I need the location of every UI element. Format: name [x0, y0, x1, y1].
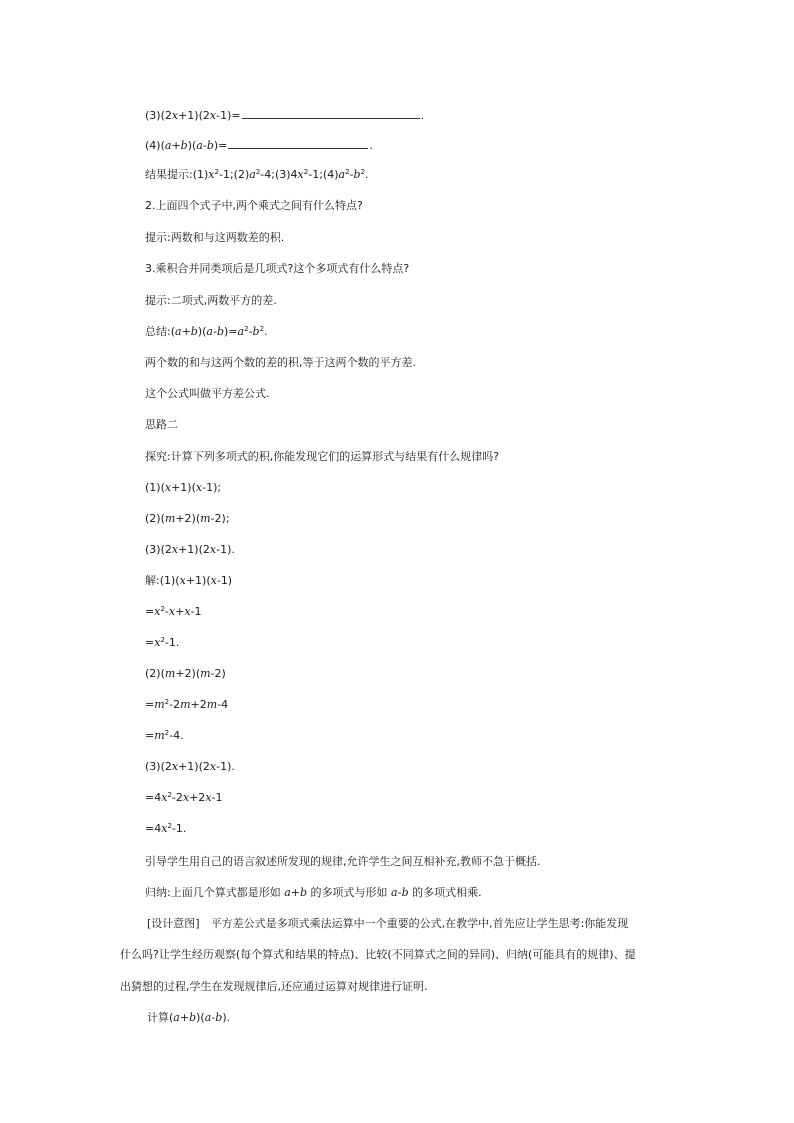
text-run: -	[164, 605, 169, 618]
math-variable: x	[205, 791, 212, 804]
text-run: 3.乘积合并同类项后是几项式?这个多项式有什么特点?	[145, 262, 410, 275]
exponent: 2	[345, 168, 350, 176]
math-variable: a	[206, 325, 213, 338]
math-variable: b	[353, 168, 361, 181]
text-run: (3)(2	[145, 109, 172, 122]
math-variable: m	[200, 667, 211, 680]
text-run: -	[212, 325, 217, 338]
math-variable: x	[210, 574, 217, 587]
math-variable: m	[154, 729, 165, 742]
text-run: +2)(	[175, 667, 201, 680]
solution-3-result	[145, 822, 186, 836]
solution-2-result	[145, 729, 184, 743]
guidance-paragraph	[145, 855, 541, 869]
text-run: =	[145, 605, 155, 618]
compute-task	[147, 1011, 230, 1025]
question-3	[145, 107, 424, 123]
text-run: -1;(2)	[218, 168, 250, 181]
text-run: .	[420, 109, 425, 122]
text-run: )(	[196, 1011, 205, 1024]
text-run: -2	[171, 791, 183, 804]
math-variable: x	[161, 791, 168, 804]
exponent: 2	[303, 168, 309, 176]
math-variable: a	[204, 1011, 212, 1024]
math-variable: x	[161, 822, 168, 835]
text-run: =	[145, 636, 155, 649]
exponent: 2	[244, 325, 249, 333]
exponent: 2	[164, 729, 170, 737]
math-variable: x	[297, 168, 304, 181]
text-run: +	[175, 605, 185, 618]
math-variable: m	[164, 512, 176, 525]
text-run: -1).	[216, 760, 235, 773]
text-run: -	[211, 1011, 216, 1024]
math-variable: b	[299, 886, 308, 899]
question-feature	[145, 199, 363, 213]
math-variable: a	[249, 168, 256, 181]
math-variable: a	[391, 886, 398, 899]
math-variable: x	[208, 168, 215, 181]
text-run: +2	[190, 698, 207, 711]
math-variable: m	[164, 667, 176, 680]
math-variable: a	[284, 886, 291, 899]
text-run: -1);	[202, 481, 222, 494]
math-variable: a	[237, 325, 245, 338]
question-4	[145, 137, 373, 153]
exponent: 2	[360, 168, 366, 176]
answer-blank	[228, 137, 368, 149]
text-run: +1)(	[171, 481, 196, 494]
text-run: =	[145, 729, 155, 742]
text-run: 提示:二项式,两数平方的差.	[145, 294, 277, 307]
hint-three	[145, 294, 277, 308]
text-run: -1;(4)	[308, 168, 339, 181]
solution-3-step	[145, 791, 223, 805]
math-variable: x	[182, 791, 190, 804]
text-run: +1)(2	[178, 760, 210, 773]
math-variable: x	[171, 109, 179, 122]
text-run: =4	[145, 791, 162, 804]
text-run: .	[365, 168, 369, 181]
text-run: +1)(2	[178, 543, 210, 556]
text-run: .	[369, 139, 373, 152]
math-variable: a	[173, 1011, 180, 1024]
result-hint	[145, 168, 369, 182]
text-run: (4)(	[145, 139, 165, 152]
text-run: -1)=	[216, 109, 241, 122]
math-variable: b	[215, 1011, 223, 1024]
text-run: +2	[189, 791, 206, 804]
induction-paragraph	[145, 886, 482, 900]
math-variable: x	[179, 574, 186, 587]
math-variable: x	[154, 636, 161, 649]
text-run: 结果提示:(1)	[145, 168, 209, 181]
exponent: 2	[164, 698, 170, 706]
text-run: 归纳:上面几个算式都是形如	[145, 886, 285, 899]
text-run: 解:(1)(	[145, 574, 180, 587]
text-run: =	[145, 698, 155, 711]
solution-1-step	[145, 605, 202, 619]
math-variable: x	[154, 605, 161, 618]
math-variable: x	[209, 760, 217, 773]
math-variable: x	[168, 605, 176, 618]
math-variable: a	[338, 168, 346, 181]
solution-1	[145, 574, 232, 588]
rule-statement	[145, 356, 416, 370]
text-run: +	[290, 886, 300, 899]
math-variable: m	[200, 512, 211, 525]
math-variable: x	[171, 760, 179, 773]
text-run: 引导学生用自己的语言叙述所发现的规律,允许学生之间互相补充,教师不急于概括.	[145, 855, 541, 868]
exponent: 2	[167, 791, 172, 799]
design-intent-line-3	[120, 980, 428, 994]
text-run: )=	[224, 325, 238, 338]
summary-formula	[145, 325, 268, 339]
text-run: -1.	[171, 822, 187, 835]
text-run: (1)(	[145, 481, 165, 494]
exercise-3	[145, 543, 235, 557]
text-run: 什么吗?让学生经历观察(每个算式和结果的特点)、比较(不同算式之间的异同)、归纳(可能具有的规律)、提	[120, 948, 636, 961]
text-run: 的多项式与形如	[307, 886, 392, 899]
text-run: +	[181, 325, 191, 338]
exponent: 2	[259, 325, 265, 333]
text-run: (2)(	[145, 512, 165, 525]
formula-name	[145, 387, 270, 401]
text-run: (2)(	[145, 667, 165, 680]
text-run: -4;(3)4	[260, 168, 298, 181]
math-variable: m	[206, 698, 218, 711]
math-variable: a	[196, 139, 203, 152]
text-run: 出猜想的过程,学生在发现规律后,还应通过运算对规律进行证明.	[120, 980, 428, 993]
text-run: -1.	[164, 636, 180, 649]
text-run: 总结:(	[145, 325, 175, 338]
text-run: +	[171, 139, 181, 152]
explore-prompt	[145, 450, 499, 464]
exponent: 2	[255, 168, 261, 176]
math-variable: b	[216, 325, 225, 338]
text-run: (3)(2	[145, 760, 172, 773]
text-run: )=	[213, 139, 228, 152]
exponent: 2	[214, 168, 219, 176]
math-variable: b	[190, 325, 198, 338]
math-variable: x	[209, 543, 217, 556]
math-variable: b	[401, 886, 409, 899]
text-run: 的多项式相乘.	[408, 886, 482, 899]
answer-blank	[242, 107, 420, 119]
exercise-2	[145, 512, 230, 526]
text-run: [设计意图] 平方差公式是多项式乘法运算中一个重要的公式,在教学中,首先应让学生思考:你能发现	[147, 917, 629, 930]
math-variable: x	[184, 605, 191, 618]
hint-two	[145, 231, 284, 245]
text-run: 计算(	[147, 1011, 174, 1024]
text-run: (3)(2	[145, 543, 172, 556]
text-run: =4	[145, 822, 162, 835]
exponent: 2	[160, 605, 165, 613]
math-variable: a	[164, 139, 172, 152]
text-run: -	[202, 139, 207, 152]
solution-2	[145, 667, 226, 681]
text-run: -4.	[169, 729, 184, 742]
text-run: -	[349, 168, 354, 181]
math-variable: m	[154, 698, 165, 711]
design-intent-line-2	[120, 948, 636, 962]
math-variable: b	[252, 325, 260, 338]
text-run: -1	[211, 791, 223, 804]
text-run: +1)(	[185, 574, 211, 587]
text-run: -1	[190, 605, 202, 618]
solution-2-step	[145, 698, 228, 712]
math-variable: b	[180, 139, 188, 152]
math-variable: b	[189, 1011, 197, 1024]
text-run: +2)(	[175, 512, 201, 525]
text-run: -2);	[210, 512, 230, 525]
math-variable: b	[206, 139, 214, 152]
math-variable: x	[171, 543, 179, 556]
exercise-1	[145, 481, 221, 495]
text-run: )(	[187, 139, 197, 152]
text-run: -	[248, 325, 253, 338]
text-run: -	[397, 886, 402, 899]
text-run: +1)(2	[178, 109, 210, 122]
text-run: 两个数的和与这两个数的差的积,等于这两个数的平方差.	[145, 356, 416, 369]
question-polynomial	[145, 262, 409, 276]
text-run: +	[179, 1011, 190, 1024]
text-run: -4	[217, 698, 229, 711]
exponent: 2	[160, 636, 165, 644]
math-variable: a	[175, 325, 182, 338]
text-run: -2	[169, 698, 181, 711]
exponent: 2	[167, 822, 172, 830]
text-run: ).	[222, 1011, 231, 1024]
section-heading	[145, 418, 178, 432]
text-run: -1).	[216, 543, 235, 556]
math-variable: x	[209, 109, 217, 122]
text-run: 这个公式叫做平方差公式.	[145, 387, 270, 400]
text-run: -1)	[216, 574, 233, 587]
solution-1-result	[145, 636, 179, 650]
text-run: .	[264, 325, 268, 338]
text-run: 探究:计算下列多项式的积,你能发现它们的运算形式与结果有什么规律吗?	[145, 450, 500, 463]
text-run: )(	[197, 325, 207, 338]
math-variable: x	[195, 481, 203, 494]
text-run: 思路二	[145, 418, 178, 431]
text-run: -2)	[210, 667, 226, 680]
solution-3	[145, 760, 235, 774]
text-run: 提示:两数和与这两数差的积.	[145, 231, 285, 244]
math-variable: x	[164, 481, 172, 494]
text-run: 2.上面四个式子中,两个乘式之间有什么特点?	[145, 199, 363, 212]
design-intent-line-1	[147, 917, 628, 931]
math-variable: m	[180, 698, 191, 711]
